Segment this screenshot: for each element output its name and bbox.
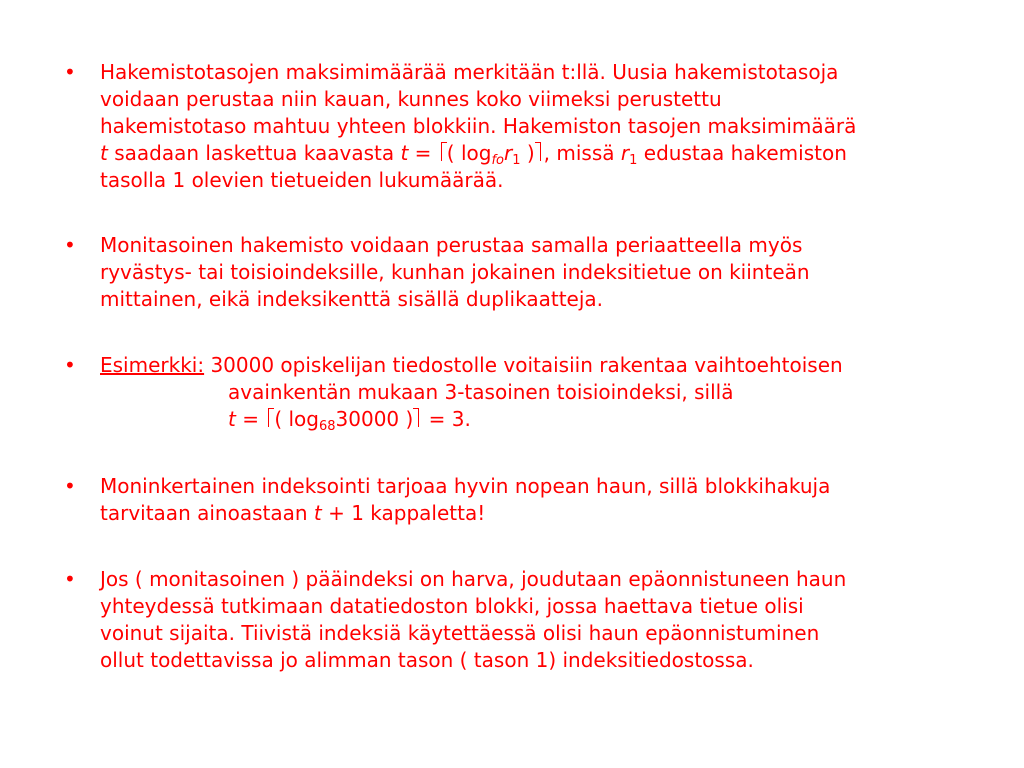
log-close: ) (520, 141, 535, 165)
log-open: ( log (446, 141, 492, 165)
left-ceiling-icon (438, 142, 447, 162)
example-line (100, 379, 980, 406)
subscript-fo: fo (491, 153, 504, 168)
right-ceiling-icon (413, 408, 422, 428)
left-ceiling-icon (265, 408, 274, 428)
equals-sign: = (408, 141, 438, 165)
example-label: Esimerkki: (100, 353, 205, 377)
subscript-68: 68 (318, 419, 336, 434)
text-line: yhteydessä tutkimaan datatiedoston blokki, jossa haettava tietue olisi (100, 594, 804, 618)
formula-line (100, 140, 980, 167)
text-line: mittainen, eikä indeksikenttä sisällä duplikaatteja. (100, 287, 604, 311)
text-line (100, 500, 980, 527)
bullet-item-multiple-indexing (100, 473, 980, 527)
subscript-1: 1 (629, 153, 638, 168)
text-line: Hakemistotasojen maksimimäärää merkitään t:llä. Uusia hakemistotasoja (100, 60, 839, 84)
text-line: hakemistotaso mahtuu yhteen blokkiin. Hakemiston tasojen maksimimäärä (100, 114, 857, 138)
equals-sign: = (235, 407, 266, 431)
bullet-marker-5: • (64, 567, 76, 591)
variable-t: t (400, 141, 409, 165)
text-line: Monitasoinen hakemisto voidaan perustaa samalla periaatteella myös (100, 233, 803, 257)
bullet-marker-2: • (64, 233, 76, 257)
bullet-marker-3: • (64, 353, 76, 377)
log-argument: 30000 ) (335, 407, 414, 431)
text-line: ryvästys- tai toisioindeksille, kunhan jokainen indeksitietue on kiinteän (100, 260, 810, 284)
text-line: Moninkertainen indeksointi tarjoaa hyvin nopean haun, sillä blokkihakuja (100, 474, 831, 498)
text-segment: avainkentän mukaan 3-tasoinen toisioindeksi, sillä (228, 380, 734, 404)
text-segment: edustaa hakemiston (637, 141, 847, 165)
variable-t: t (100, 141, 108, 165)
variable-t: t (313, 501, 322, 525)
right-ceiling-icon (535, 142, 544, 162)
example-formula-line (100, 406, 980, 433)
text-segment: , missä (543, 141, 621, 165)
text-line: Jos ( monitasoinen ) pääindeksi on harva, joudutaan epäonnistuneen haun (100, 567, 847, 591)
log-open: ( log (274, 407, 319, 431)
text-segment: saadaan laskettua kaavasta (107, 141, 401, 165)
text-segment: = 3. (422, 407, 471, 431)
bullet-item-multilevel-index (100, 232, 980, 313)
text-segment: + 1 kappaletta! (321, 501, 486, 525)
text-line: tasolla 1 olevien tietueiden lukumäärää. (100, 168, 504, 192)
variable-t: t (228, 407, 236, 431)
subscript-1: 1 (512, 153, 521, 168)
text-line: voidaan perustaa niin kauan, kunnes koko viimeksi perustettu (100, 87, 722, 111)
bullet-item-sparse-index (100, 566, 980, 674)
text-segment: 30000 opiskelijan tiedostolle voitaisiin rakentaa vaihtoehtoisen (204, 353, 843, 377)
bullet-item-example (100, 352, 980, 433)
variable-r: r (503, 141, 513, 165)
text-line: ollut todettavissa jo alimman tason ( tason 1) indeksitiedostossa. (100, 648, 754, 672)
variable-r: r (620, 141, 630, 165)
bullet-item-max-levels (100, 59, 980, 194)
bullet-marker-4: • (64, 474, 76, 498)
text-line: voinut sijaita. Tiivistä indeksiä käytettäessä olisi haun epäonnistuminen (100, 621, 820, 645)
example-line (100, 352, 980, 379)
text-segment: tarvitaan ainoastaan (100, 501, 314, 525)
bullet-marker-1: • (64, 60, 76, 84)
